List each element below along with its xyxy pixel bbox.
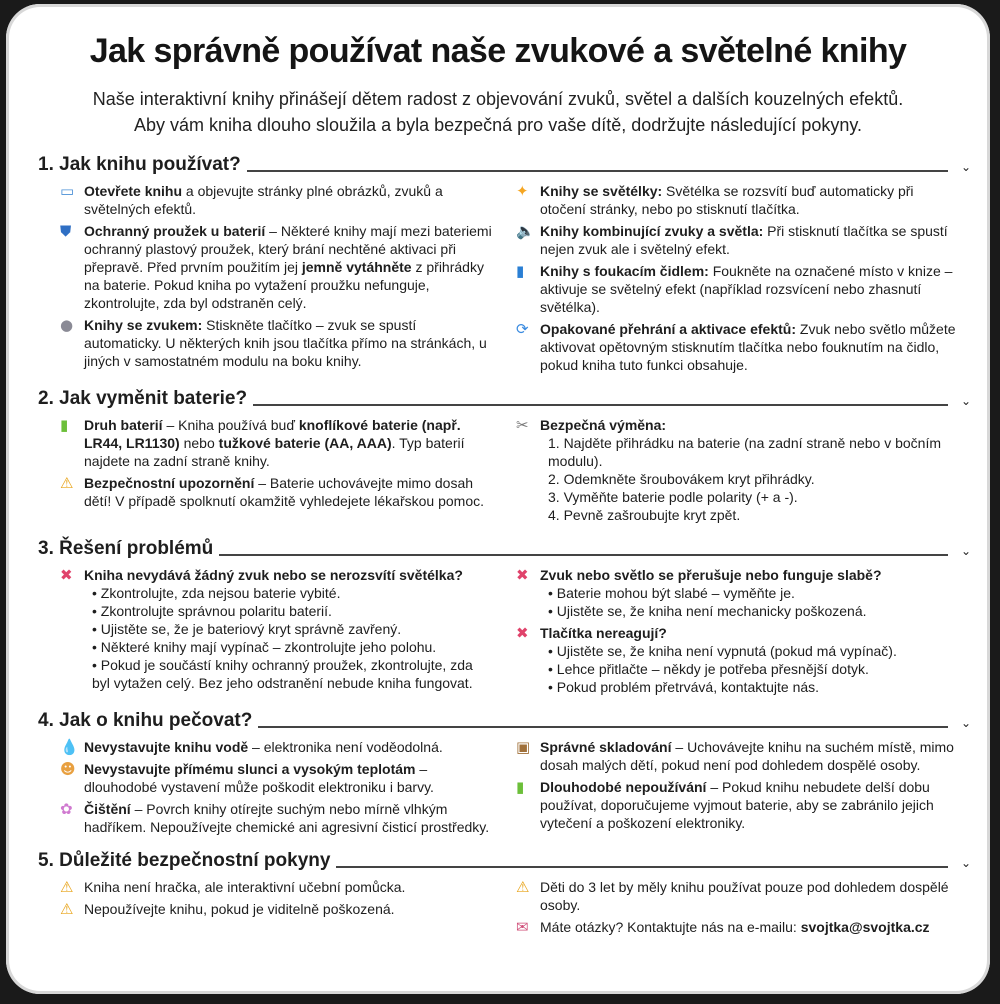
bold-text: Tlačítka nereagují?: [540, 625, 667, 641]
divider: [247, 170, 948, 172]
bold-text: tužkové baterie (AA, AAA): [218, 435, 392, 451]
list-item: [60, 738, 506, 756]
item-text: [540, 878, 974, 914]
list-item: [60, 222, 506, 312]
bold-text: jemně vytáhněte: [301, 259, 412, 275]
list-item: [516, 778, 974, 832]
bullet-item: • Ujistěte se, že kniha není mechanicky poškozená.: [548, 603, 867, 619]
hot-face-icon: ☻: [60, 760, 76, 778]
item-text: [540, 738, 974, 774]
subtitle-line: Naše interaktivní knihy přinášejí dětem radost z objevování zvuků, světel a dalších kouzelných efektů.: [92, 89, 904, 109]
bullet-item: • Lehce přitlačte – někdy je potřeba přesnější dotyk.: [548, 661, 869, 677]
left-column: [38, 416, 506, 528]
list-item: [516, 416, 974, 524]
item-text: [540, 918, 974, 936]
subtitle-line: Aby vám kniha dlouho sloužila a byla bezpečná pro vaše dítě, dodržujte následující pokyny.: [133, 115, 863, 135]
text: Zvuk nebo světlo můžete aktivovat opětovným stisknutím tlačítka nebo fouknutím na čidlo, pokud kniha tuto funkci obsahuje.: [540, 321, 956, 373]
item-text: [540, 222, 974, 258]
bullet-item: • Pokud je součástí knihy ochranný proužek, zkontrolujte, zda byl vytažen celý. Bez jeho odstranění nebude kniha fungovat.: [92, 657, 473, 691]
list-item: [60, 316, 506, 370]
chevron-down-icon[interactable]: ⌄: [960, 716, 972, 730]
list-item: [516, 182, 974, 218]
item-text: [84, 760, 506, 796]
divider: [219, 554, 948, 556]
text: Světélka se rozsvítí buď automaticky při otočení stránky, nebo po stisknutí tlačítka.: [540, 183, 914, 217]
book-icon: ▭: [60, 182, 75, 200]
section-title: 2. Jak vyměnit baterie?: [38, 388, 248, 409]
chevron-down-icon[interactable]: ⌄: [960, 394, 972, 408]
button-icon: ●: [60, 316, 74, 334]
section-content: [38, 416, 974, 528]
chevron-down-icon[interactable]: ⌄: [960, 856, 972, 870]
text: Foukněte na označené místo v knize – aktivuje se světelný efekt (například rozsvícení nebo zhasnutí světélka).: [540, 263, 953, 315]
list-item: [516, 918, 974, 936]
item-text: [84, 416, 506, 470]
divider: [258, 726, 948, 728]
item-text: [84, 474, 506, 510]
bullet-item: • Ujistěte se, že je bateriový kryt správně zavřený.: [92, 621, 402, 637]
list-item: [60, 416, 506, 470]
list-item: [516, 878, 974, 914]
text: – Uchovávejte knihu na suchém místě, mimo dosah malých dětí, pokud není pod dohledem dospělé osoby.: [540, 739, 954, 773]
bold-text: Otevřete knihu: [84, 183, 183, 199]
bold-text: Bezpečná výměna:: [540, 417, 667, 433]
list-item: [516, 738, 974, 774]
bold-text: knoflíkové baterie (např. LR44, LR1130): [84, 417, 461, 451]
bold-text: Správné skladování: [540, 739, 672, 755]
text: – dlouhodobé vystavení může poškodit elektroniku i barvy.: [84, 761, 434, 795]
text: – Některé knihy mají mezi bateriemi ochranný plastový proužek, který brání nechtěné aktivaci při přepravě. Před prvním použitím jej: [84, 223, 492, 275]
item-text: [540, 182, 974, 218]
section-content: [38, 182, 974, 378]
list-item: [60, 182, 506, 218]
item-text: [540, 262, 974, 316]
bullet-item: • Zkontrolujte správnou polaritu baterií.: [92, 603, 332, 619]
text: Kniha není hračka, ale interaktivní učební pomůcka.: [84, 879, 406, 895]
cross-icon: ✖: [516, 566, 529, 584]
section-1: [38, 152, 974, 378]
item-text: [84, 800, 506, 836]
list-item: [516, 624, 974, 696]
text: Stiskněte tlačítko – zvuk se spustí automaticky. U některých knih jsou tlačítka přímo na stránkách, u jiných v samostatném modulu na boku knihy.: [84, 317, 487, 369]
text: – elektronika není voděodolná.: [248, 739, 443, 755]
item-text: [84, 900, 506, 918]
bullet-item: 2. Odemkněte šroubovákem kryt přihrádky.: [548, 471, 815, 487]
bold-text: Nevystavujte přímému slunci a vysokým teplotám: [84, 761, 416, 777]
warning-icon: ⚠: [60, 474, 74, 492]
bullet-item: • Baterie mohou být slabé – vyměňte je.: [548, 585, 795, 601]
item-text: [540, 320, 974, 374]
bold-text: Opakované přehrání a aktivace efektů:: [540, 321, 796, 337]
warning-icon: ⚠: [516, 878, 530, 896]
divider: [253, 404, 948, 406]
item-text: [84, 182, 506, 218]
right-column: [506, 566, 974, 700]
section-5: [38, 848, 974, 940]
section-header[interactable]: [38, 536, 974, 560]
item-text: [540, 778, 974, 832]
bullet-item: 4. Pevně zašroubujte kryt zpět.: [548, 507, 741, 523]
text: Děti do 3 let by měly knihu používat pouze pod dohledem dospělé osoby.: [540, 879, 949, 913]
repeat-icon: ⟳: [516, 320, 529, 338]
text: – Pokud knihu nebudete delší dobu používat, doporučujeme vyjmout baterie, aby se zabránilo jejich vytečení a poškození elektroniky.: [540, 779, 934, 831]
section-header[interactable]: [38, 848, 974, 872]
cross-icon: ✖: [516, 624, 529, 642]
list-item: [60, 800, 506, 836]
bold-text: Ochranný proužek u baterií: [84, 223, 266, 239]
text: . Typ baterií najdete na zadní straně knihy.: [84, 435, 465, 469]
subtitle: [6, 86, 990, 138]
page-title: Jak správně používat naše zvukové a světelné knihy: [89, 32, 907, 70]
text: Nepoužívejte knihu, pokud je viditelně poškozená.: [84, 901, 395, 917]
instruction-card: [6, 4, 990, 994]
cross-icon: ✖: [60, 566, 73, 584]
section-header[interactable]: [38, 708, 974, 732]
section-3: [38, 536, 974, 700]
bold-text: Kniha nevydává žádný zvuk nebo se nerozsvítí světélka?: [84, 567, 463, 583]
tools-icon: ✂: [516, 416, 529, 434]
item-text: [84, 222, 506, 312]
bullet-item: • Zkontrolujte, zda nejsou baterie vybité.: [92, 585, 341, 601]
inbox-icon: ✉: [516, 918, 529, 936]
bullet-item: • Ujistěte se, že kniha není vypnutá (pokud má vypínač).: [548, 643, 897, 659]
bold-text: Zvuk nebo světlo se přerušuje nebo funguje slabě?: [540, 567, 882, 583]
item-text: [540, 566, 974, 620]
bullet-item: • Některé knihy mají vypínač – zkontrolujte jeho polohu.: [92, 639, 437, 655]
section-content: [38, 878, 974, 940]
water-drops-icon: 💧: [60, 738, 79, 756]
chevron-down-icon[interactable]: ⌄: [960, 160, 972, 174]
bold-text: Druh baterií: [84, 417, 163, 433]
section-title: 3. Řešení problémů: [38, 538, 214, 559]
bold-text: Čištění: [84, 801, 131, 817]
list-item: [60, 566, 506, 692]
section-header[interactable]: [38, 152, 974, 176]
bold-text: Knihy se světélky:: [540, 183, 663, 199]
section-4: [38, 708, 974, 840]
bullet-item: 3. Vyměňte baterie podle polarity (+ a -).: [548, 489, 798, 505]
left-column: [38, 738, 506, 840]
chevron-down-icon[interactable]: ⌄: [960, 544, 972, 558]
list-item: [516, 262, 974, 316]
box-icon: ▣: [516, 738, 531, 756]
item-text: [84, 878, 506, 896]
list-item: [60, 900, 506, 918]
blow-sensor-icon: ▮: [516, 262, 525, 280]
shield-icon: ⛊: [60, 222, 72, 240]
section-title: 4. Jak o knihu pečovat?: [38, 710, 253, 731]
list-item: [60, 878, 506, 896]
text: nebo: [179, 435, 219, 451]
list-item: [516, 320, 974, 374]
list-item: [60, 474, 506, 510]
text: – Kniha používá buď: [162, 417, 299, 433]
item-text: [84, 738, 506, 756]
text: – Baterie uchovávejte mimo dosah dětí! V případě spolknutí okamžitě vyhledejete lékařskou pomoc.: [84, 475, 484, 509]
sections: [6, 152, 990, 940]
section-title: 5. Důležité bezpečnostní pokyny: [38, 850, 331, 871]
bullet-item: • Pokud problém přetrvává, kontaktujte nás.: [548, 679, 820, 695]
section-2: [38, 386, 974, 528]
left-column: [38, 182, 506, 378]
section-content: [38, 566, 974, 700]
bold-text: Knihy kombinující zvuky a světla:: [540, 223, 764, 239]
bold-text: Knihy s foukacím čidlem:: [540, 263, 709, 279]
list-item: [516, 222, 974, 258]
battery-icon: ▮: [516, 778, 525, 796]
list-item: [516, 566, 974, 620]
bold-text: Dlouhodobé nepoužívání: [540, 779, 707, 795]
right-column: [506, 416, 974, 528]
section-title: 1. Jak knihu používat?: [38, 154, 241, 175]
left-column: [38, 566, 506, 700]
text: a objevujte stránky plné obrázků, zvuků a světelných efektů.: [84, 183, 443, 217]
left-column: [38, 878, 506, 940]
section-content: [38, 738, 974, 840]
bullet-item: 1. Najděte přihrádku na baterie (na zadní straně nebo v bočním modulu).: [548, 435, 942, 469]
warning-icon: ⚠: [60, 878, 74, 896]
text: Při stisknutí tlačítka se spustí nejen zvuk ale i světelný efekt.: [540, 223, 948, 257]
sponge-icon: ✿: [60, 800, 73, 818]
speaker-bulb-icon: 🔈: [516, 222, 535, 240]
item-text: [84, 316, 506, 370]
bold-text: Knihy se zvukem:: [84, 317, 203, 333]
warning-icon: ⚠: [60, 900, 74, 918]
item-text: [540, 624, 974, 696]
text: z přihrádky na baterie. Pokud kniha po vytažení proužku nefunguje, zkontrolujte, zda byl odstraněn celý.: [84, 259, 484, 311]
sparkles-icon: ✦: [516, 182, 529, 200]
bold-text: Nevystavujte knihu vodě: [84, 739, 249, 755]
text: Máte otázky? Kontaktujte nás na e-mailu:: [540, 919, 801, 935]
list-item: [60, 760, 506, 796]
text: – Povrch knihy otírejte suchým nebo mírně vlhkým hadříkem. Nepoužívejte chemické ani agresivní čisticí prostředky.: [84, 801, 490, 835]
item-text: [540, 416, 974, 524]
battery-icon: ▮: [60, 416, 69, 434]
right-column: [506, 738, 974, 840]
bold-text: svojtka@svojtka.cz: [800, 919, 930, 935]
right-column: [506, 878, 974, 940]
right-column: [506, 182, 974, 378]
divider: [336, 866, 948, 868]
bold-text: Bezpečnostní upozornění: [84, 475, 255, 491]
section-header[interactable]: [38, 386, 974, 410]
item-text: [84, 566, 506, 692]
